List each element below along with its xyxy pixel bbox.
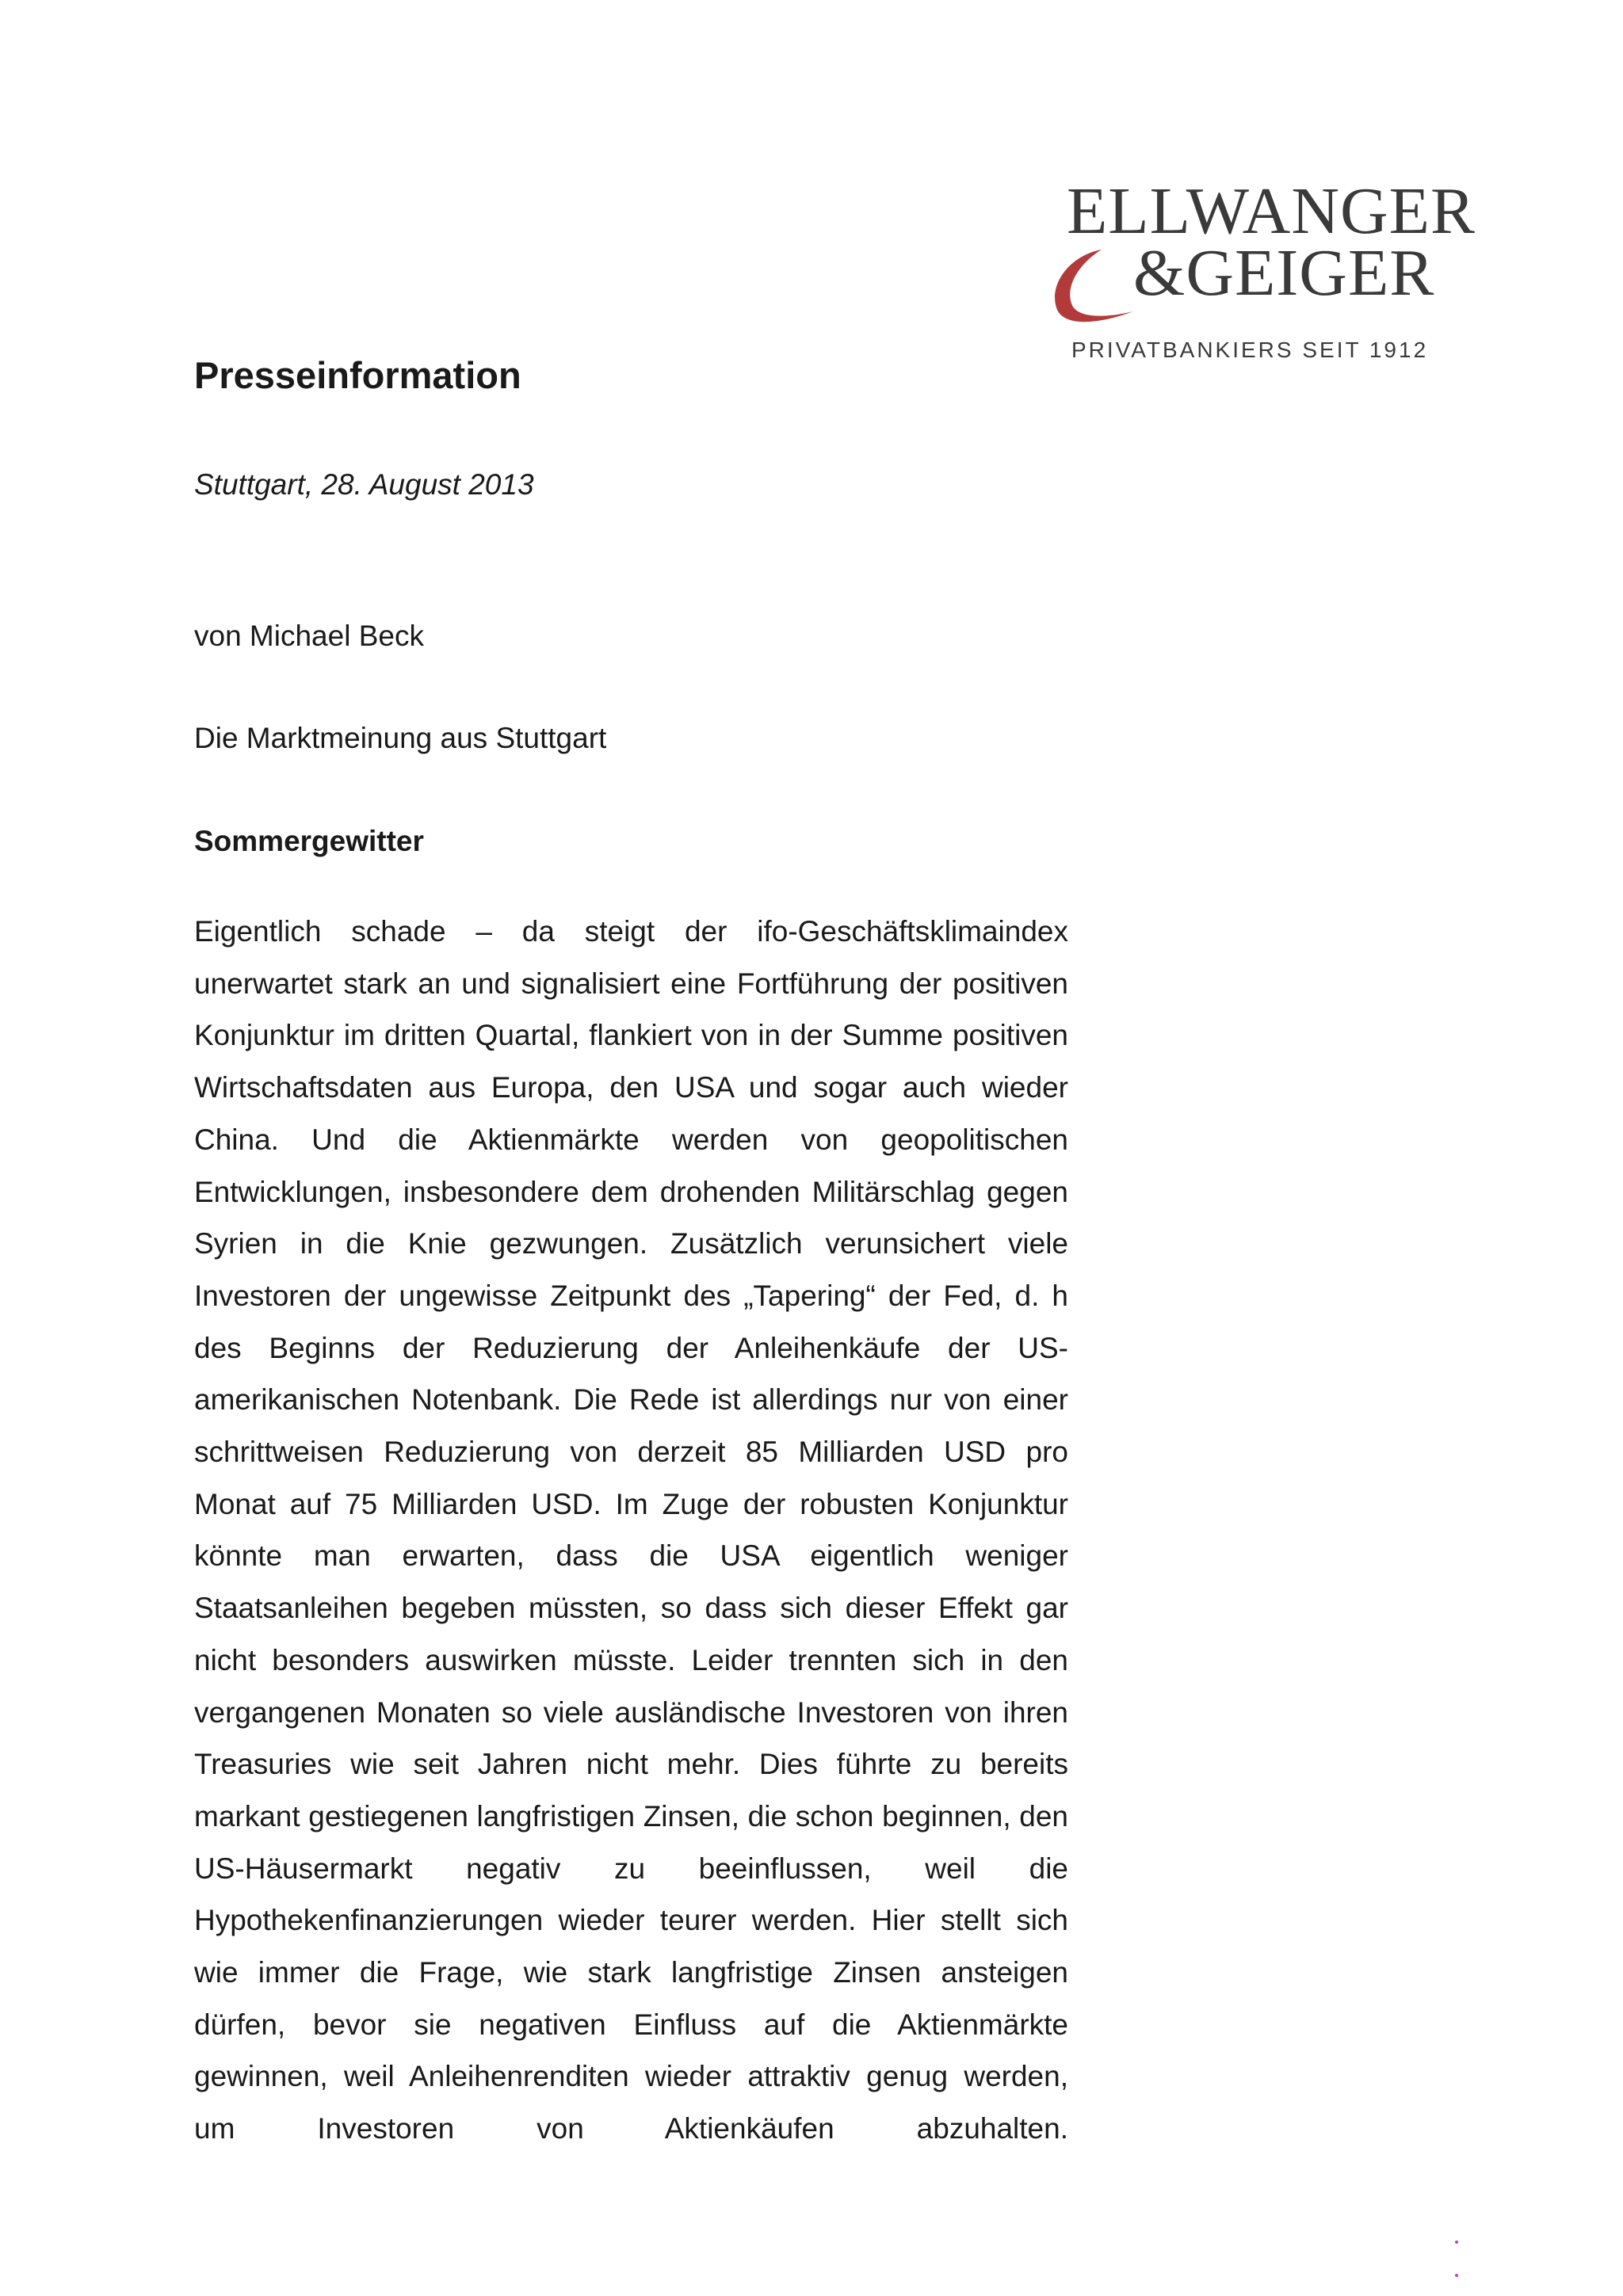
dateline: Stuttgart, 28. August 2013 [194, 468, 534, 501]
margin-mark [1455, 2241, 1458, 2244]
logo-tagline: PRIVATBANKIERS SEIT 1912 [1071, 338, 1429, 362]
series-title: Die Marktmeinung aus Stuttgart [194, 722, 607, 754]
article-body: Eigentlich schade – da steigt der ifo-Geschäftsklimaindex unerwartet stark an und signalisiert eine Fortführung der positiven Konjunktur im dritten Quartal, flankiert von in der Summe positiven Wirtschaftsdaten aus Europa, den USA und sogar auch wieder China. Und die Aktienmärkte werden von geopolitischen Entwicklungen, insbesondere dem drohenden Militärschlag gegen Syrien in die Knie gezwungen. Zusätzlich verunsichert viele Investoren der ungewisse Zeitpunkt des „Tapering“ der Fed, d. h des Beginns der Reduzierung der Anleihenkäufe der US-amerikanischen Notenbank. Die Rede ist allerdings nur von einer schrittweisen Reduzierung von derzeit 85 Milliarden USD pro Monat auf 75 Milliarden USD. Im Zuge der robusten Konjunktur könnte man erwarten, dass die USA eigentlich weniger Staatsanleihen begeben müssten, so dass sich dieser Effekt gar nicht besonders auswirken müsste. Leider trennten sich in den vergangenen Monaten so viele ausländische Investoren von ihren Treasuries wie seit Jahren nicht mehr. Dies führte zu bereits markant gestiegenen langfristigen Zinsen, die schon beginnen, den US-Häusermarkt negativ zu beeinflussen, weil die Hypothekenfinanzierungen wieder teurer werden. Hier stellt sich wie immer die Frage, wie stark langfristige Zinsen ansteigen dürfen, bevor sie negativen Einfluss auf die Aktienmärkte gewinnen, weil Anleihenrenditen wieder attraktiv genug werden, um Investoren von Aktienkäufen abzuhalten. [194, 915, 1068, 2145]
company-logo [1044, 174, 1476, 368]
logo-wordmark-line2: &GEIGER [1133, 236, 1435, 310]
article-title: Sommergewitter [194, 825, 424, 857]
page-title: Presseinformation [194, 354, 521, 396]
margin-mark [1455, 2274, 1458, 2277]
logo-wordmark-line1: ELLWANGER [1067, 174, 1476, 248]
author-line: von Michael Beck [194, 620, 424, 652]
logo-swoosh-icon [1044, 242, 1140, 329]
